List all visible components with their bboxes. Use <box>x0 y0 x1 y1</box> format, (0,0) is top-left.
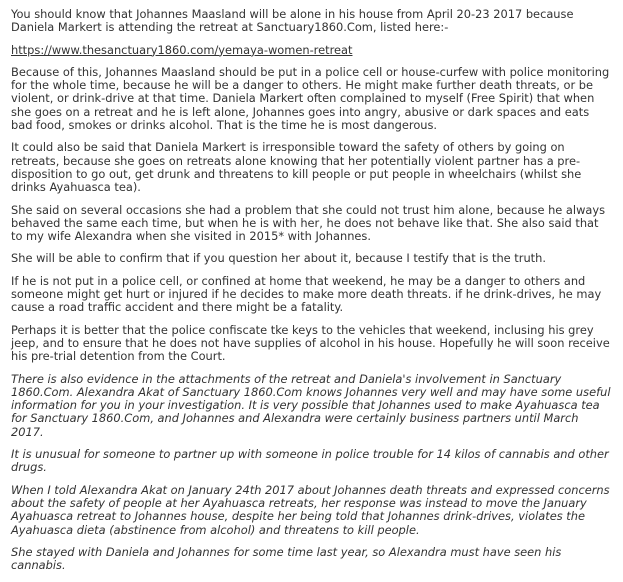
paragraph-1: Because of this, Johannes Maasland should be put in a police cell or house-curfew with police monitoring for the whole time, because he will be a danger to others. He might make further death threats, or be violent, or drink-drive at that time. Daniela Markert often complained to myself (Free Spirit) that when she goes on a retreat and he is left alone, Johannes goes into angry, abusive or dark spaces and eats bad food, smokes or drinks alcohol. That is the time he is most dangerous. <box>11 64 610 133</box>
italic-paragraph-3: When I told Alexandra Akat on January 24th 2017 about Johannes death threats and expressed concerns about the safety of people at her Ayahuasca retreats, her response was instead to move the January Ayahuasca retreat to Johannes house, despite her being told that Johannes drink-drives, violates the Ayahuasca dieta (abstinence from alcohol) and threatens to kill people. <box>11 482 610 537</box>
italic-paragraph-1: There is also evidence in the attachments of the retreat and Daniela's involvement in Sanctuary 1860.Com. Alexandra Akat of Sanctuary 1860.Com knows Johannes very well and may have some useful information for you in your investigation. It is very possible that Johannes used to make Ayahuasca tea for Sanctuary 1860.Com, and Johannes and Alexandra were certainly business partners until March 2017. <box>11 371 611 439</box>
italic-paragraph-2: It is unusual for someone to partner up with someone in police trouble for 14 kilos of cannabis and other drugs. <box>11 447 609 475</box>
paragraph-5: If he is not put in a police cell, or confined at home that weekend, he may be a danger to others and someone might get hurt or injured if he decides to make more death threats. if he drink-drives, he may cause a road traffic accident and there might be a fatality. <box>11 273 602 315</box>
retreat-link[interactable]: https://www.thesanctuary1860.com/yemaya-women-retreat <box>11 42 353 57</box>
paragraph-4: She will be able to confirm that if you question her about it, because I testify that is the truth. <box>11 251 546 266</box>
paragraph-2: It could also be said that Daniela Markert is irresponsible toward the safety of others by going on retreats, because she goes on retreats alone knowing that her potentially violent partner has a pre-disposition to go out, get drunk and threatens to kill people or put people in wheelchairs (whilst she drinks Ayahuasca tea). <box>11 140 582 195</box>
italic-paragraph-4: She stayed with Daniela and Johannes for some time last year, so Alexandra must have seen his cannabis. <box>11 544 562 573</box>
paragraph-3: She said on several occasions she had a problem that she could not trust him alone, because he always behaved the same each time, but when he is with her, he does not behave like that. She also said that to my wife Alexandra when she visited in 2015* with Johannes. <box>11 202 606 244</box>
paragraph-6: Perhaps it is better that the police confiscate tke keys to the vehicles that weekend, inclusing his grey jeep, and to ensure that he does not have supplies of alcohol in his house. Hopefully he will soon receive his pre-trial detention from the Court. <box>11 322 610 364</box>
intro-paragraph: You should know that Johannes Maasland will be alone in his house from April 20-23 2017 because Daniela Markert is attending the retreat at Sanctuary1860.Com, listed here:- <box>11 7 574 35</box>
link-paragraph <box>11 44 613 57</box>
